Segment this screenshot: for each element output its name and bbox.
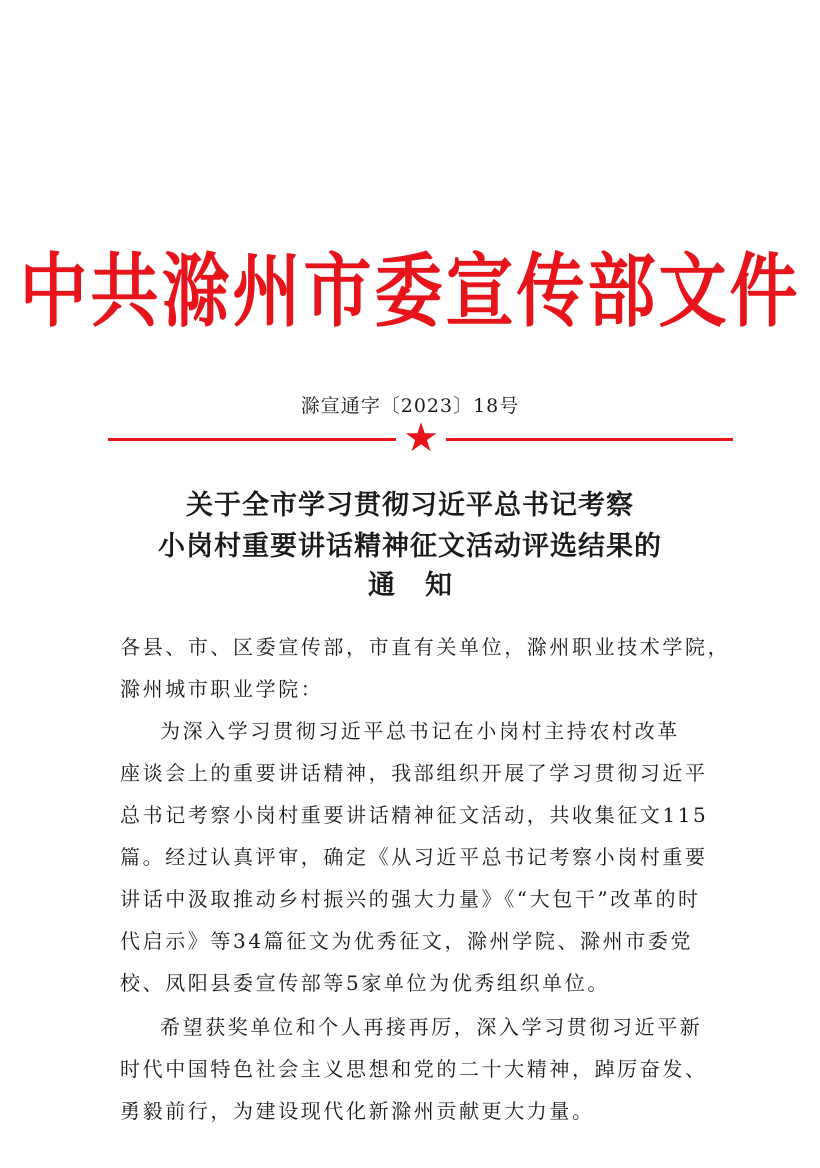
body-paragraph-1-line-1: 为深入学习贯彻习近平总书记在小岗村主持农村改革: [160, 719, 680, 743]
notice-title-line-1: 关于全市学习贯彻习近平总书记考察: [186, 490, 634, 521]
body-paragraph-1-line-3: 总书记考察小岗村重要讲话精神征文活动，共收集征文115: [120, 803, 709, 827]
divider-line-left: [108, 438, 396, 441]
body-paragraph-1-line-7: 校、凤阳县委宣传部等5家单位为优秀组织单位。: [120, 971, 610, 995]
notice-title-line-3: 通知: [368, 570, 482, 601]
body-paragraph-1-line-5: 讲话中汲取推动乡村振兴的强大力量》《“大包干”改革的时: [120, 887, 701, 911]
addressee-line-2: 滁州城市职业学院：: [120, 677, 324, 701]
body-paragraph-2-line-3: 勇毅前行，为建设现代化新滁州贡献更大力量。: [120, 1099, 595, 1123]
star-icon: ★: [403, 415, 439, 461]
notice-title-line-2: 小岗村重要讲话精神征文活动评选结果的: [158, 531, 662, 562]
body-paragraph-1-line-4: 篇。经过认真评审，确定《从习近平总书记考察小岗村重要: [120, 845, 708, 869]
addressee-line-1: 各县、市、区委宣传部，市直有关单位，滁州职业技术学院，: [120, 635, 731, 659]
divider-line-right: [446, 438, 733, 441]
document-number: 滁宣通字〔2023〕18号: [300, 395, 520, 417]
body-paragraph-2-line-1: 希望获奖单位和个人再接再厉，深入学习贯彻习近平新: [160, 1015, 703, 1039]
body-paragraph-1-line-6: 代启示》等34篇征文为优秀征文，滁州学院、滁州市委党: [120, 929, 694, 953]
body-paragraph-1-line-2: 座谈会上的重要讲话精神，我部组织开展了学习贯彻习近平: [120, 761, 708, 785]
masthead-title: 中共滁州市委宣传部文件: [19, 245, 801, 339]
body-paragraph-2-line-2: 时代中国特色社会主义思想和党的二十大精神，踔厉奋发、: [120, 1057, 708, 1081]
